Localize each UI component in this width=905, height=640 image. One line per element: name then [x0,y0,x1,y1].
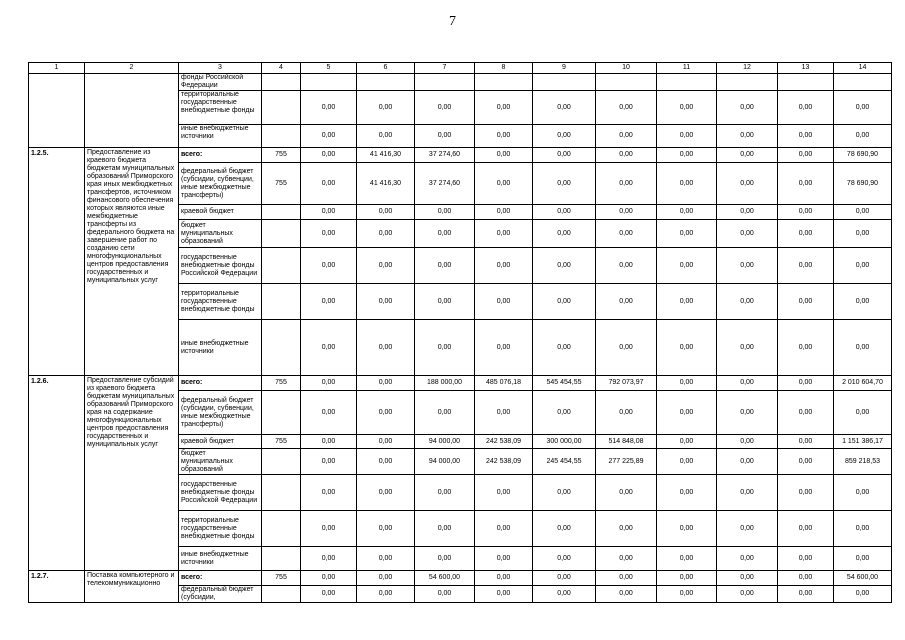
value-cell: 514 848,08 [596,435,657,449]
value-cell: 0,00 [301,320,357,376]
funding-source-cell: бюджет муниципальных образований [179,220,262,248]
value-cell: 0,00 [717,449,778,475]
value-cell: 0,00 [778,248,834,284]
code-cell [262,125,301,148]
value-cell: 0,00 [778,148,834,163]
value-cell: 0,00 [596,163,657,205]
value-cell: 0,00 [533,284,596,320]
value-cell: 0,00 [415,284,475,320]
value-cell: 0,00 [717,376,778,391]
funding-source-cell: территориальные государственные внебюджетные фонды [179,511,262,547]
value-cell: 0,00 [475,475,533,511]
value-cell: 0,00 [778,284,834,320]
value-cell: 0,00 [834,511,892,547]
value-cell: 0,00 [415,248,475,284]
funding-source-cell: федеральный бюджет (субсидии, субвенции, иные межбюджетные трансферты) [179,163,262,205]
column-header: 4 [262,63,301,74]
value-cell: 0,00 [415,547,475,571]
value-cell: 242 538,09 [475,449,533,475]
value-cell: 0,00 [834,248,892,284]
value-cell: 0,00 [415,586,475,603]
value-cell: 0,00 [415,391,475,435]
value-cell: 0,00 [301,475,357,511]
column-header: 1 [29,63,85,74]
value-cell: 0,00 [657,435,717,449]
value-cell: 0,00 [717,320,778,376]
value-cell: 0,00 [717,125,778,148]
value-cell: 37 274,60 [415,148,475,163]
value-cell: 0,00 [596,547,657,571]
value-cell: 41 416,30 [357,163,415,205]
value-cell: 0,00 [778,435,834,449]
code-cell: 755 [262,376,301,391]
column-header: 2 [85,63,179,74]
funding-source-cell: иные внебюджетные источники [179,320,262,376]
value-cell: 0,00 [657,248,717,284]
value-cell: 0,00 [778,547,834,571]
value-cell: 0,00 [657,376,717,391]
funding-source-cell: фонды Российской Федерации [179,74,262,91]
value-cell: 0,00 [357,376,415,391]
code-cell [262,475,301,511]
value-cell: 0,00 [357,391,415,435]
value-cell: 0,00 [357,435,415,449]
value-cell: 0,00 [357,475,415,511]
value-cell: 0,00 [596,586,657,603]
value-cell: 0,00 [301,205,357,220]
value-cell [596,74,657,91]
value-cell: 0,00 [717,391,778,435]
value-cell: 485 076,18 [475,376,533,391]
value-cell: 0,00 [301,148,357,163]
table-row [29,74,892,91]
value-cell: 242 538,09 [475,435,533,449]
value-cell: 0,00 [778,586,834,603]
value-cell: 0,00 [834,320,892,376]
value-cell: 0,00 [533,320,596,376]
value-cell [415,74,475,91]
value-cell: 188 000,00 [415,376,475,391]
value-cell: 94 000,00 [415,435,475,449]
value-cell: 1 151 386,17 [834,435,892,449]
value-cell: 78 690,90 [834,163,892,205]
value-cell: 0,00 [778,391,834,435]
value-cell: 0,00 [778,205,834,220]
value-cell: 0,00 [533,205,596,220]
item-code-cell: 1.2.7. [29,571,85,603]
funding-source-cell: территориальные государственные внебюджетные фонды [179,284,262,320]
value-cell: 859 218,53 [834,449,892,475]
value-cell: 0,00 [533,391,596,435]
value-cell [357,74,415,91]
value-cell: 0,00 [778,125,834,148]
value-cell: 0,00 [596,148,657,163]
value-cell: 0,00 [357,220,415,248]
value-cell: 0,00 [415,320,475,376]
value-cell: 0,00 [717,163,778,205]
code-cell [262,511,301,547]
column-header: 8 [475,63,533,74]
value-cell: 0,00 [475,163,533,205]
code-cell [262,449,301,475]
header-row [29,63,892,74]
code-cell [262,248,301,284]
value-cell: 0,00 [657,547,717,571]
value-cell: 0,00 [415,125,475,148]
value-cell: 0,00 [596,91,657,125]
value-cell: 0,00 [533,91,596,125]
value-cell: 0,00 [533,571,596,586]
value-cell: 0,00 [475,391,533,435]
value-cell: 300 000,00 [533,435,596,449]
value-cell: 0,00 [657,205,717,220]
value-cell: 792 073,97 [596,376,657,391]
funding-source-cell: территориальные государственные внебюджетные фонды [179,91,262,125]
value-cell: 0,00 [357,284,415,320]
value-cell: 0,00 [301,391,357,435]
value-cell: 0,00 [357,449,415,475]
value-cell: 0,00 [475,586,533,603]
value-cell: 0,00 [301,547,357,571]
code-cell [262,205,301,220]
code-cell [262,91,301,125]
value-cell: 0,00 [533,511,596,547]
code-cell [262,284,301,320]
column-header: 14 [834,63,892,74]
funding-source-cell: бюджет муниципальных образований [179,449,262,475]
value-cell: 0,00 [834,391,892,435]
value-cell: 0,00 [415,220,475,248]
item-name-cell [85,74,179,148]
value-cell: 0,00 [475,547,533,571]
value-cell: 0,00 [533,125,596,148]
item-name-cell: Предоставление субсидий из краевого бюджета бюджетам муниципальных образований Приморского края на содержание многофункциональных центров предоставления государственных и муниципальных услуг [85,376,179,571]
value-cell: 2 010 604,70 [834,376,892,391]
value-cell: 0,00 [778,91,834,125]
code-cell [262,547,301,571]
column-header: 13 [778,63,834,74]
value-cell: 0,00 [834,284,892,320]
value-cell: 0,00 [778,220,834,248]
value-cell [657,74,717,91]
value-cell: 0,00 [357,125,415,148]
value-cell: 245 454,55 [533,449,596,475]
item-name-cell: Предоставление из краевого бюджета бюджетам муниципальных образований Приморского края иных межбюджетных трансфертов, источником финансового обеспечения которых являются иные межбюджетные трансферты из федерального бюджета на завершение работ по созданию сети многофункциональных центров предоставления государственных и муниципальных услуг [85,148,179,376]
value-cell: 0,00 [717,586,778,603]
code-cell [262,320,301,376]
value-cell: 0,00 [778,376,834,391]
value-cell: 0,00 [657,511,717,547]
code-cell: 755 [262,571,301,586]
value-cell: 0,00 [475,205,533,220]
value-cell: 0,00 [533,248,596,284]
code-cell: 755 [262,435,301,449]
value-cell: 0,00 [657,148,717,163]
value-cell: 0,00 [301,376,357,391]
value-cell [533,74,596,91]
value-cell: 41 416,30 [357,148,415,163]
value-cell: 0,00 [301,91,357,125]
value-cell: 0,00 [657,586,717,603]
value-cell: 0,00 [357,248,415,284]
column-header: 7 [415,63,475,74]
value-cell: 0,00 [475,91,533,125]
value-cell: 0,00 [357,205,415,220]
value-cell: 0,00 [596,248,657,284]
funding-source-cell: иные внебюджетные источники [179,125,262,148]
page-number: 7 [449,14,456,29]
value-cell: 0,00 [357,547,415,571]
value-cell: 0,00 [834,205,892,220]
value-cell: 0,00 [596,125,657,148]
budget-table [28,62,892,603]
value-cell: 0,00 [717,511,778,547]
code-cell [262,391,301,435]
funding-source-cell: всего: [179,571,262,586]
value-cell: 0,00 [657,125,717,148]
value-cell: 0,00 [596,391,657,435]
table-row [29,376,892,391]
value-cell: 0,00 [778,449,834,475]
value-cell: 0,00 [415,91,475,125]
value-cell: 0,00 [778,320,834,376]
value-cell: 277 225,89 [596,449,657,475]
value-cell: 0,00 [475,148,533,163]
value-cell: 0,00 [357,511,415,547]
value-cell: 0,00 [475,248,533,284]
code-cell: 755 [262,148,301,163]
code-cell [262,220,301,248]
value-cell: 0,00 [301,435,357,449]
value-cell: 0,00 [834,220,892,248]
funding-source-cell: краевой бюджет [179,435,262,449]
value-cell: 0,00 [717,248,778,284]
value-cell: 54 600,00 [415,571,475,586]
item-code-cell: 1.2.6. [29,376,85,571]
value-cell: 0,00 [357,320,415,376]
value-cell: 0,00 [357,571,415,586]
funding-source-cell: иные внебюджетные источники [179,547,262,571]
value-cell [778,74,834,91]
value-cell: 0,00 [778,571,834,586]
value-cell: 0,00 [834,547,892,571]
code-cell: 755 [262,163,301,205]
value-cell [834,74,892,91]
value-cell: 37 274,60 [415,163,475,205]
value-cell: 0,00 [596,475,657,511]
value-cell: 0,00 [475,320,533,376]
value-cell: 0,00 [657,391,717,435]
code-cell [262,74,301,91]
value-cell: 0,00 [657,571,717,586]
value-cell [717,74,778,91]
value-cell: 94 000,00 [415,449,475,475]
value-cell: 0,00 [301,586,357,603]
value-cell: 54 600,00 [834,571,892,586]
value-cell: 545 454,55 [533,376,596,391]
value-cell: 78 690,90 [834,148,892,163]
value-cell: 0,00 [717,547,778,571]
value-cell: 0,00 [717,475,778,511]
value-cell: 0,00 [596,205,657,220]
value-cell [301,74,357,91]
value-cell: 0,00 [301,571,357,586]
value-cell: 0,00 [834,586,892,603]
value-cell: 0,00 [834,125,892,148]
funding-source-cell: федеральный бюджет (субсидии, субвенции, иные межбюджетные трансферты) [179,391,262,435]
value-cell: 0,00 [415,205,475,220]
value-cell: 0,00 [596,511,657,547]
value-cell: 0,00 [533,148,596,163]
table-row [29,571,892,586]
funding-source-cell: краевой бюджет [179,205,262,220]
value-cell: 0,00 [533,220,596,248]
value-cell: 0,00 [717,148,778,163]
value-cell: 0,00 [301,511,357,547]
value-cell: 0,00 [301,284,357,320]
value-cell: 0,00 [657,91,717,125]
value-cell: 0,00 [717,284,778,320]
value-cell: 0,00 [657,449,717,475]
value-cell: 0,00 [301,125,357,148]
value-cell: 0,00 [415,475,475,511]
column-header: 11 [657,63,717,74]
value-cell: 0,00 [301,248,357,284]
funding-source-cell: федеральный бюджет (субсидии, [179,586,262,603]
value-cell: 0,00 [717,435,778,449]
value-cell: 0,00 [717,205,778,220]
column-header: 3 [179,63,262,74]
value-cell: 0,00 [596,220,657,248]
column-header: 12 [717,63,778,74]
value-cell: 0,00 [596,284,657,320]
value-cell: 0,00 [657,475,717,511]
item-code-cell: 1.2.5. [29,148,85,376]
value-cell: 0,00 [778,163,834,205]
value-cell: 0,00 [778,475,834,511]
value-cell: 0,00 [357,586,415,603]
value-cell: 0,00 [717,91,778,125]
value-cell: 0,00 [533,586,596,603]
column-header: 6 [357,63,415,74]
value-cell: 0,00 [834,91,892,125]
value-cell [475,74,533,91]
value-cell: 0,00 [301,220,357,248]
item-name-cell: Поставка компьютерного и телекоммуникационно [85,571,179,603]
value-cell: 0,00 [596,571,657,586]
value-cell: 0,00 [657,163,717,205]
column-header: 10 [596,63,657,74]
value-cell: 0,00 [475,571,533,586]
value-cell: 0,00 [657,284,717,320]
value-cell: 0,00 [475,220,533,248]
value-cell: 0,00 [475,125,533,148]
value-cell: 0,00 [533,547,596,571]
value-cell: 0,00 [301,449,357,475]
value-cell: 0,00 [717,220,778,248]
value-cell: 0,00 [778,511,834,547]
value-cell: 0,00 [357,91,415,125]
column-header: 5 [301,63,357,74]
value-cell: 0,00 [717,571,778,586]
value-cell: 0,00 [301,163,357,205]
funding-source-cell: всего: [179,148,262,163]
value-cell: 0,00 [533,163,596,205]
value-cell: 0,00 [475,284,533,320]
value-cell: 0,00 [475,511,533,547]
item-code-cell [29,74,85,148]
funding-source-cell: государственные внебюджетные фонды Российской Федерации [179,248,262,284]
column-header: 9 [533,63,596,74]
value-cell: 0,00 [834,475,892,511]
table-row [29,148,892,163]
funding-source-cell: всего: [179,376,262,391]
code-cell [262,586,301,603]
value-cell: 0,00 [657,220,717,248]
value-cell: 0,00 [657,320,717,376]
value-cell: 0,00 [596,320,657,376]
value-cell: 0,00 [415,511,475,547]
funding-source-cell: государственные внебюджетные фонды Российской Федерации [179,475,262,511]
value-cell: 0,00 [533,475,596,511]
